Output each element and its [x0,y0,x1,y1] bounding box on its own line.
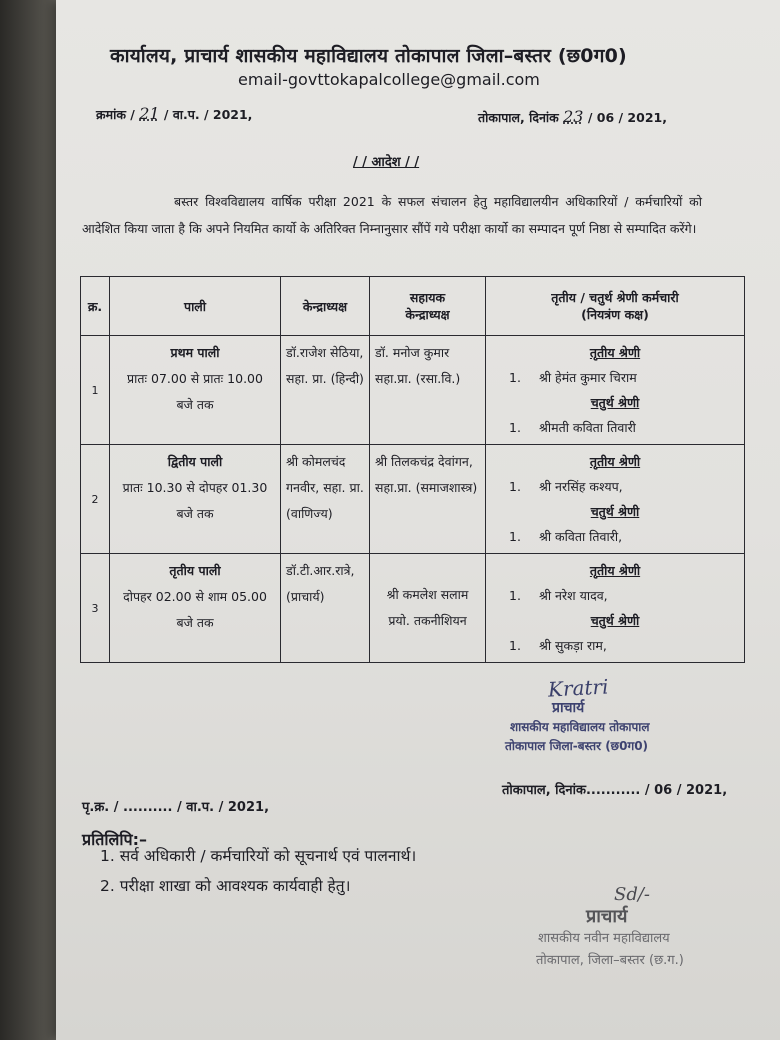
staff-name: श्री नरेश यादव, [539,588,608,603]
chaturth-staff-entry [491,524,739,549]
pali-name: द्वितीय पाली [167,454,223,469]
copy-to-list [100,844,416,904]
tritiya-staff-entry [491,474,739,499]
exam-duty-table [80,276,745,663]
staff-name: श्रीमती कविता तिवारी [539,420,636,435]
kramank-handwritten-number: 21 [139,104,160,123]
entry-number: 1. [509,588,521,603]
principal-designation: प्राचार्य [552,700,585,716]
endorsement-reference: पृ.क्र. / .......... / वा.प. / 2021, [82,800,270,815]
row-kendradhyaksh: डॉ.टी.आर.रात्रे, (प्राचार्य) [281,554,370,663]
order-reference-number [96,104,252,123]
staff-name: श्री कविता तिवारी, [539,529,623,544]
row-staff [486,445,745,554]
row-sno: 3 [81,554,110,663]
pali-suffix: बजे तक [176,506,214,521]
copy-to-heading: प्रतिलिपि:– [82,830,147,849]
row-kendradhyaksh: श्री कोमलचंद गनवीर, सहा. प्रा. (वाणिज्य) [281,445,370,554]
footer-place-date: तोकापाल, दिनांक........... / 06 / 2021, [502,783,728,798]
order-place-date [478,107,667,126]
pali-time: प्रातः 10.30 से दोपहर 01.30 [122,480,268,495]
chaturth-category-label: चतुर्थ श्रेणी [590,504,640,519]
header-staff [486,277,745,336]
table-row [81,445,745,554]
college-stamp-line1: शासकीय नवीन महाविद्यालय [538,931,670,946]
chaturth-staff-entry [491,633,739,658]
principal-signature: Kratri [547,674,610,702]
second-designation: प्राचार्य [586,906,628,927]
table-header-row [81,277,745,336]
row-kendradhyaksh: डॉ.राजेश सेठिया, सहा. प्रा. (हिन्दी) [281,336,370,445]
college-stamp-line2: तोकापाल, जिला–बस्तर (छ.ग.) [536,953,684,968]
pali-suffix: बजे तक [176,397,214,412]
row-sno: 2 [81,445,110,554]
pali-name: प्रथम पाली [170,345,220,360]
list-item: 2. परीक्षा शाखा को आवश्यक कार्यवाही हेतु। [100,877,351,895]
tritiya-staff-entry [491,365,739,390]
header-sahayak-line1: सहायक [409,290,446,305]
tritiya-category-label: तृतीय श्रेणी [589,563,641,578]
tritiya-staff-entry [491,583,739,608]
second-signature: Sd/- [614,884,650,905]
pali-suffix: बजे तक [176,615,214,630]
pali-time: दोपहर 02.00 से शाम 05.00 [123,589,267,604]
row-sahayak: श्री कमलेश सलाम प्रयो. तकनीशियन [370,554,486,663]
office-stamp-line2: तोकापाल जिला-बस्तर (छ0ग0) [505,739,649,753]
row-sahayak: श्री तिलकचंद्र देवांगन, सहा.प्रा. (समाजशास्त्र) [370,445,486,554]
office-stamp-line1: शासकीय महाविद्यालय तोकापाल [510,720,650,734]
row-pali [110,445,281,554]
row-staff [486,554,745,663]
pali-name: तृतीय पाली [169,563,221,578]
header-kendradhyaksh: केन्द्राध्यक्ष [281,277,370,336]
table-row [81,554,745,663]
row-staff [486,336,745,445]
table-row [81,336,745,445]
order-body-paragraph: बस्तर विश्वविद्यालय वार्षिक परीक्षा 2021 के सफल संचालन हेतु महाविद्यालयीन अधिकारियों / कर्मचारियों को आदेशित किया जाता है कि अपने नियमित कार्यो के अतिरिक्त निम्नानुसार सौंपें गये परीक्षा कार्यो का सम्पादन पूर्ण निष्ठा से सम्पादित करेंगे। [82,194,702,236]
staff-name: श्री सुकड़ा राम, [539,638,607,653]
tritiya-category-label: तृतीय श्रेणी [589,345,641,360]
header-staff-line1: तृतीय / चतुर्थ श्रेणी कर्मचारी [551,290,679,305]
month-year: / 06 / 2021, [583,110,667,125]
row-sahayak: डॉ. मनोज कुमार सहा.प्रा. (रसा.वि.) [370,336,486,445]
list-item: 1. सर्व अधिकारी / कर्मचारियों को सूचनार्थ एवं पालनार्थ। [100,847,417,865]
entry-number: 1. [509,479,521,494]
chaturth-staff-entry [491,415,739,440]
staff-name: श्री हेमंत कुमार चिराम [539,370,637,385]
header-sahayak-line2: केन्द्राध्यक्ष [405,307,450,322]
pali-time: प्रातः 07.00 से प्रातः 10.00 [127,371,263,386]
row-pali [110,336,281,445]
row-sno: 1 [81,336,110,445]
header-staff-line2: (नियत्रंण कक्ष) [581,307,649,322]
office-email: email-govttokapalcollege@gmail.com [238,70,540,89]
place-date-prefix: तोकापाल, दिनांक [478,110,564,125]
chaturth-category-label: चतुर्थ श्रेणी [590,613,640,628]
entry-number: 1. [509,638,521,653]
header-sahayak [370,277,486,336]
kramank-suffix: / वा.प. / 2021, [159,107,253,122]
staff-name: श्री नरसिंह कश्यप, [539,479,623,494]
handwritten-day: 23 [563,107,584,126]
entry-number: 1. [509,370,521,385]
kramank-prefix: क्रमांक / [96,107,140,122]
entry-number: 1. [509,529,521,544]
chaturth-category-label: चतुर्थ श्रेणी [590,395,640,410]
order-title: / / आदेश / / [353,155,420,170]
tritiya-category-label: तृतीय श्रेणी [589,454,641,469]
office-header-title: कार्यालय, प्राचार्य शासकीय महाविद्यालय तोकापाल जिला–बस्तर (छ0ग0) [110,45,627,67]
header-sno: क्र. [81,277,110,336]
entry-number: 1. [509,420,521,435]
header-pali: पाली [110,277,281,336]
row-pali [110,554,281,663]
